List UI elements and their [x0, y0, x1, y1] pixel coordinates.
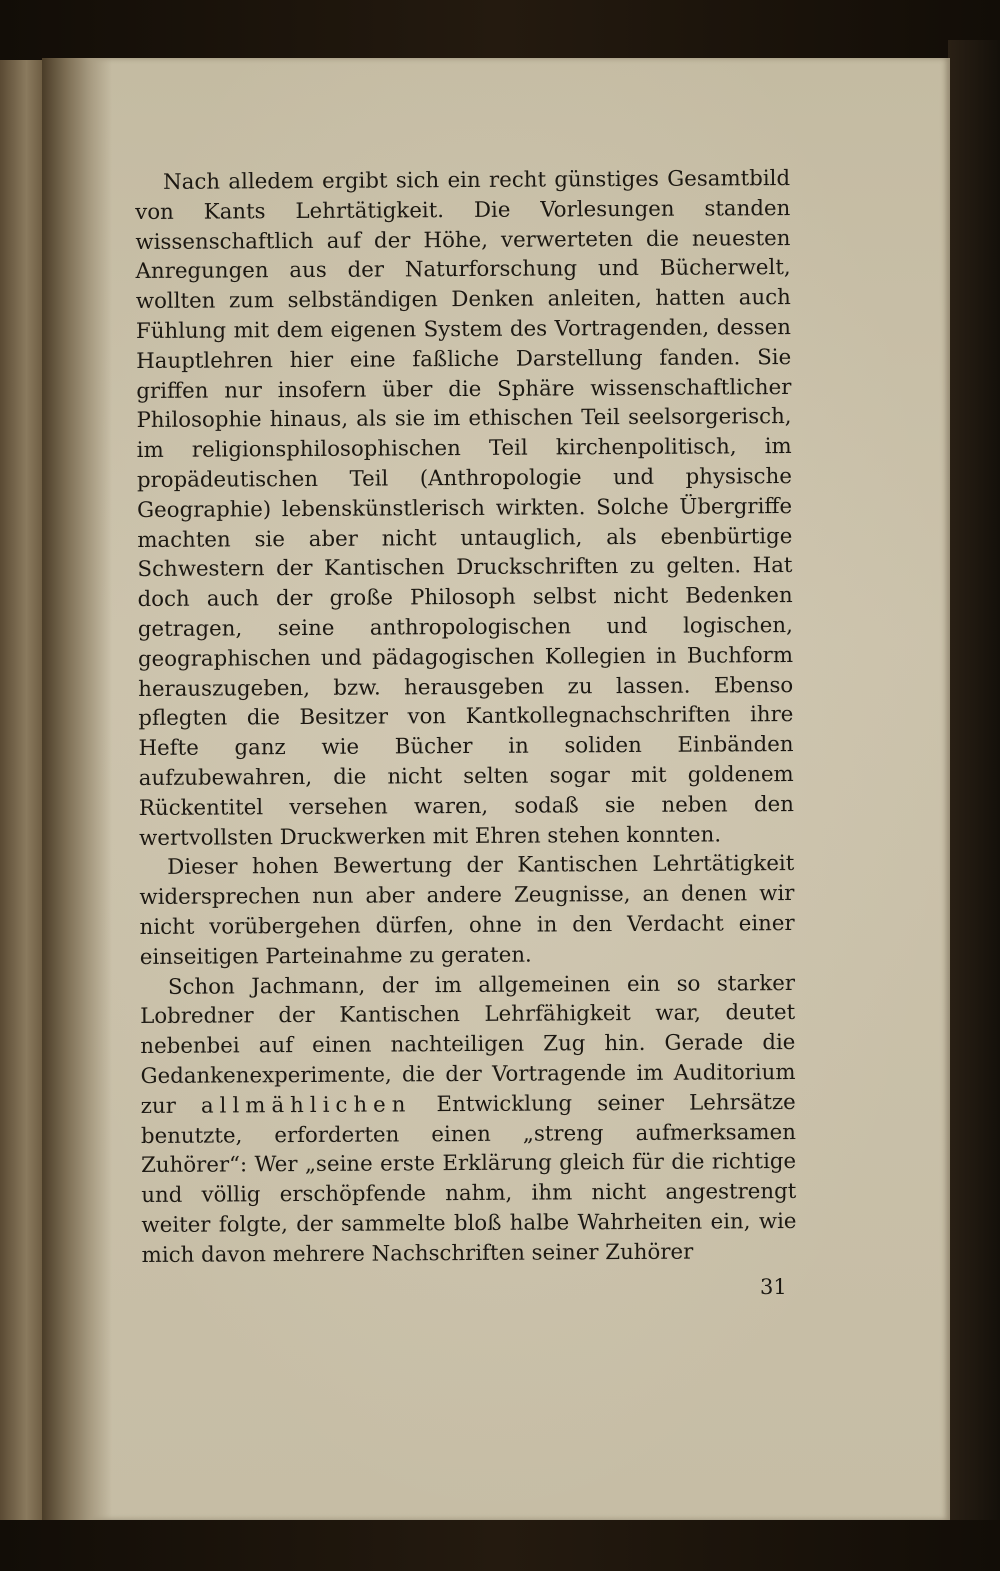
paragraph-3-start: Schon Jachmann, der im allgemeinen ein so starker Lobredner der Kantischen Lehrfähigkeit war, deutet nebenbei auf einen nachteiligen Zug hin. Gerade die Gedankenexperimente, die der Vortragende im Auditorium zur: [140, 970, 796, 1119]
body-text: [135, 164, 797, 1270]
page-number: 31: [760, 1275, 787, 1299]
paragraph-1: Nach alledem ergibt sich ein recht günstiges Gesamtbild von Kants Lehrtätigkeit. Die Vorlesungen standen wissenschaftlich auf der Höhe, verwerteten die neuesten Anregungen aus der Naturforschung und Bücherwelt, wollten zum selbständigen Denken anleiten, hatten auch Fühlung mit dem eigenen System des Vortragenden, dessen Hauptlehren hier eine faßliche Darstellung fanden. Sie griffen nur insofern über die Sphäre wissenschaftlicher Philosophie hinaus, als sie im ethischen Teil seelsorgerisch, im religionsphilosophischen Teil kirchenpolitisch, im propädeutischen Teil (Anthropologie und physische Geographie) lebenskünstlerisch wirkten. Solche Übergriffe machten sie aber nicht untauglich, als ebenbürtige Schwestern der Kantischen Druckschriften zu gelten. Hat doch auch der große Philosoph selbst nicht Bedenken getragen, seine anthropologischen und logischen, geographischen und pädagogischen Kollegien in Buchform herauszugeben, bzw. herausgeben zu lassen. Ebenso pflegten die Besitzer von Kantkollegnachschriften ihre Hefte ganz wie Bücher in soliden Einbänden aufzubewahren, die nicht selten sogar mit goldenem Rückentitel versehen waren, sodaß sie neben den wertvollsten Druckwerken mit Ehren stehen konnten.: [135, 165, 794, 851]
page-gutter-shadow: [42, 58, 112, 1520]
paragraph-3: [140, 968, 797, 1270]
emphasized-word: allmählichen: [200, 1092, 412, 1119]
paragraph-2: Dieser hohen Bewertung der Kantischen Lehrtätigkeit widersprechen nun aber andere Zeugnisse, an denen wir nicht vorübergehen dürfen, ohne in den Verdacht einer einseitigen Parteinahme zu geraten.: [139, 851, 795, 970]
paragraph-3-end: Entwicklung seiner Lehrsätze benutzte, erforderten einen „streng aufmerksamen Zuhörer“: Wer „seine erste Erklärung gleich für die richtige und völlig erschöpfende nahm, ihm nicht angestrengt weiter folgte, der sammelte bloß halbe Wahrheiten ein, wie mich davon mehrere Nachschriften seiner Zuhörer: [140, 1089, 797, 1268]
dark-background-edge: [948, 40, 1000, 1520]
left-page-edge: [0, 60, 44, 1520]
